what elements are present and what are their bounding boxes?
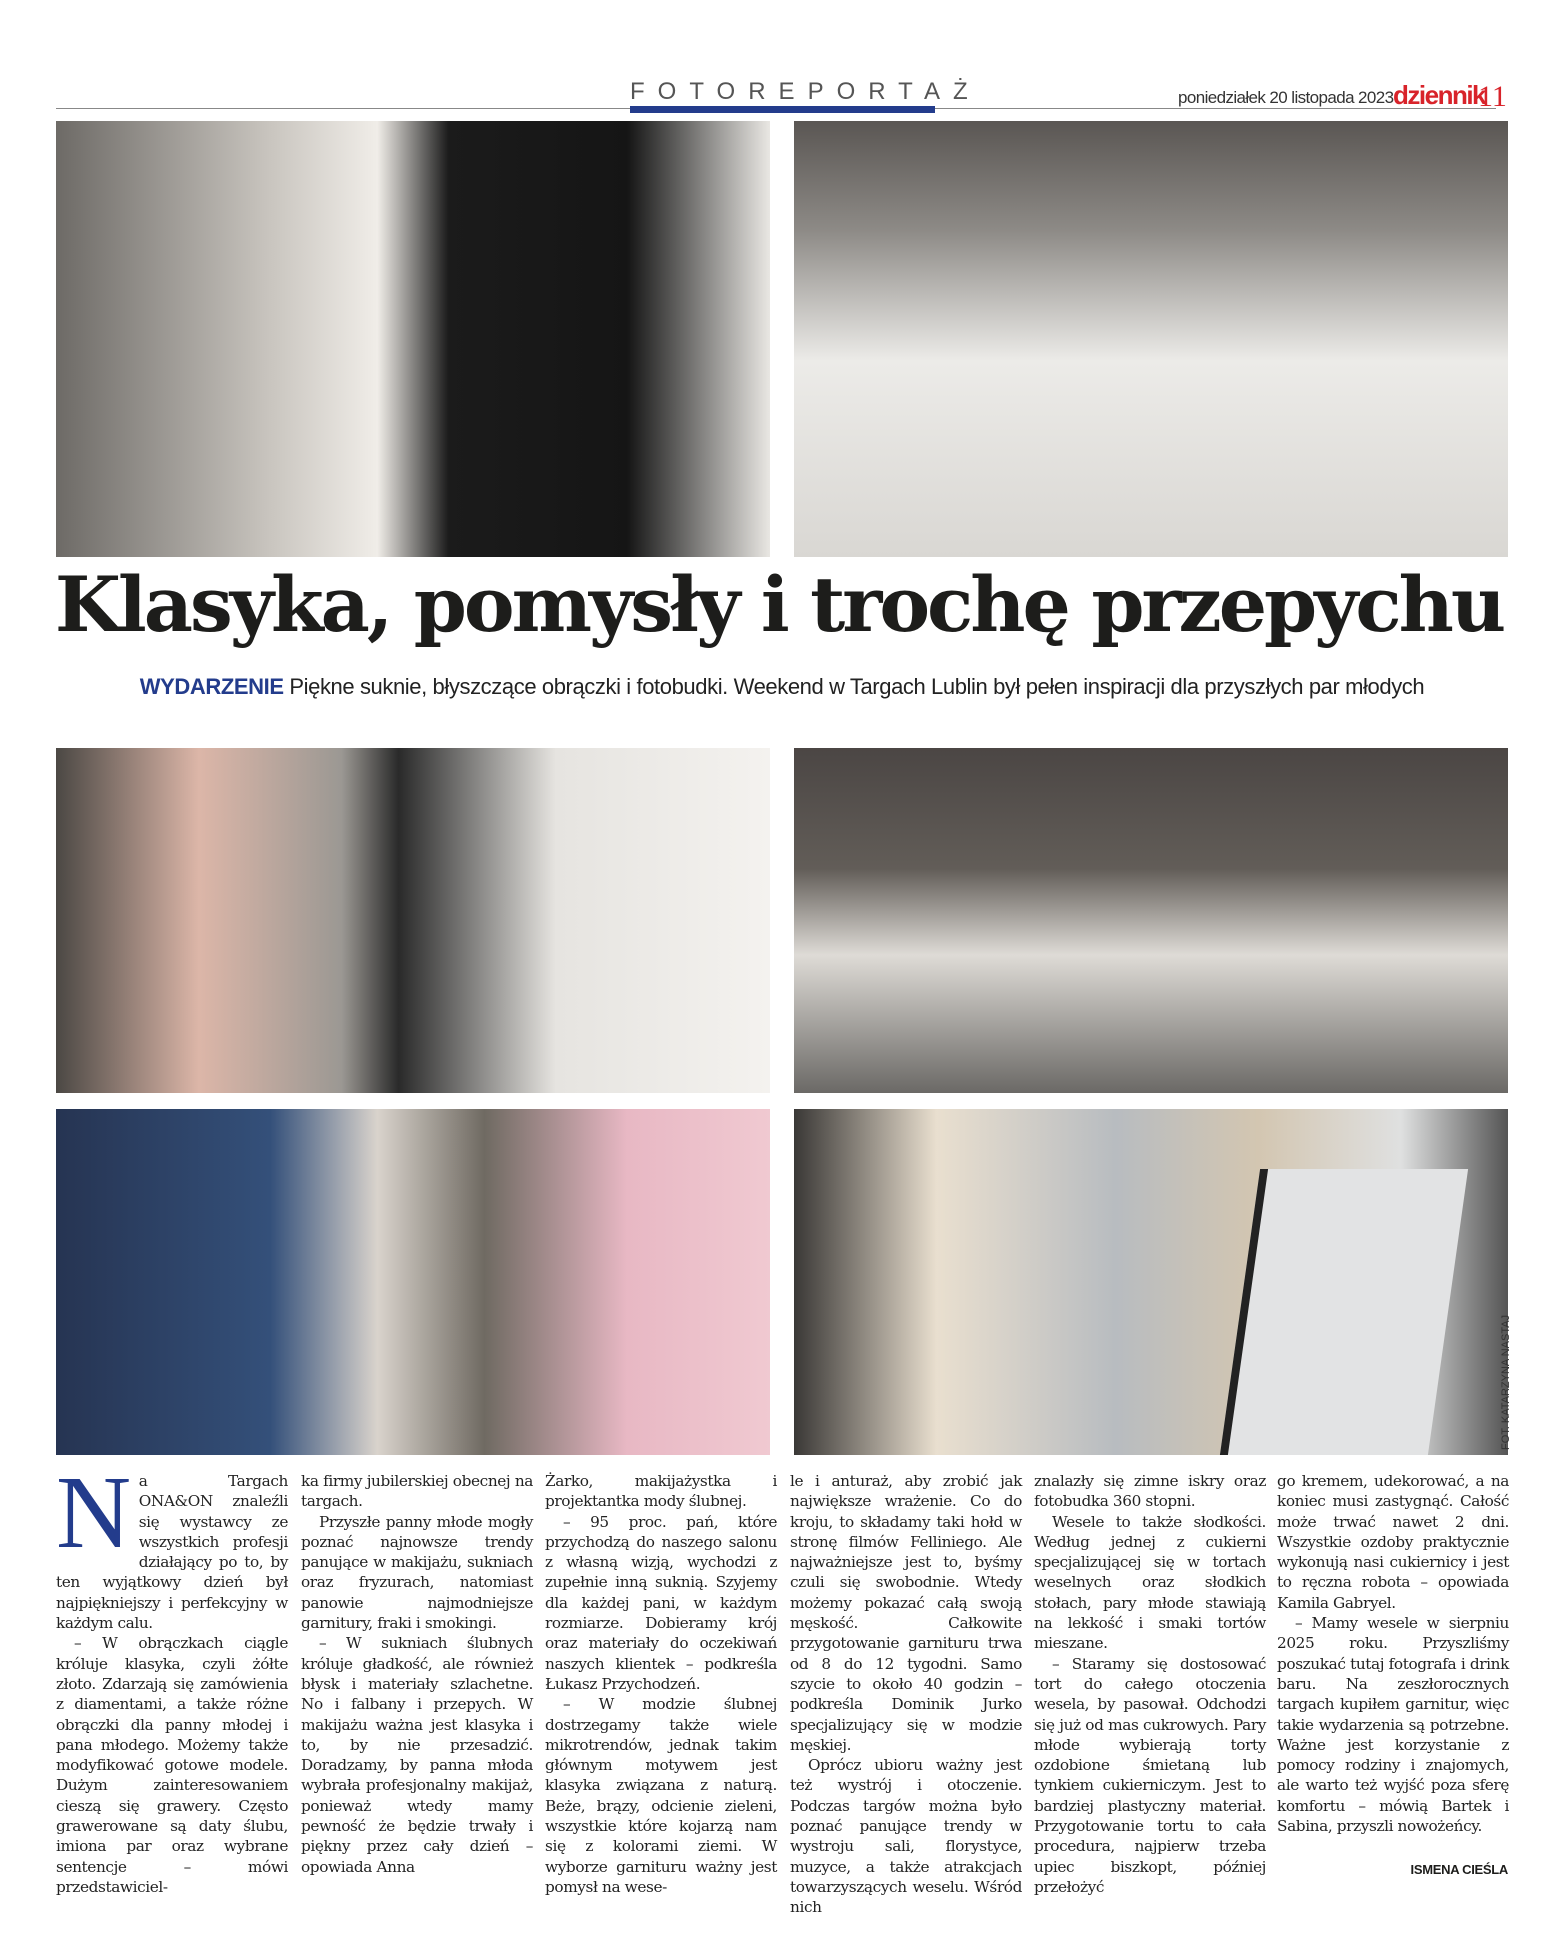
article-paragraph (301, 1633, 533, 1877)
article-column (545, 1471, 777, 1897)
article-paragraph (301, 1512, 533, 1634)
paragraph-text: – Mamy wesele w sierpniu 2025 roku. Przyszliśmy poszukać tutaj fotografa i drink baru. Na zeszłorocznych targach kupiłem garnitur, więc takie wydarzenia są potrzebne. Ważne jest korzystanie z pomocy rodziny i znajomych, ale warto też wyjść poza sferę komfortu – mówią Bartek i Sabina, przyszli nowożeńcy. (1277, 1614, 1509, 1836)
article-paragraph (1034, 1654, 1266, 1898)
paragraph-text: Oprócz ubioru ważny jest też wystrój i otoczenie. Podczas targów można było poznać panujące trendy w wystroju sali, florystyce, muzyce, a także atrakcjach towarzyszących weselu. Wśród nich (790, 1756, 1022, 1917)
article-paragraph (301, 1471, 533, 1512)
article-paragraph (790, 1755, 1022, 1917)
photo-couple-browsing (56, 1109, 770, 1455)
article-paragraph (1277, 1471, 1509, 1613)
paragraph-text: – W sukniach ślubnych króluje gładkość, ale również błysk i materiały szlachetne. No i falbany i przepych. W makijażu ważna jest klasyka i to, by nie przesadzić. Doradzamy, by panna młoda wybrała profesjonalny makijaż, ponieważ wtedy mamy pewność że będzie trwały i piękny przez cały dzień – opowiada Anna (301, 1634, 533, 1876)
photo-designer-stand (56, 121, 770, 557)
paragraph-text: go kremem, udekorować, a na koniec musi zastygnąć. Całość może trwać nawet 2 dni. Wszystkie ozdoby praktycznie wykonują nasi cukiernicy i jest to ręczna robota – opowiada Kamila Gabryel. (1277, 1472, 1509, 1612)
paragraph-text: a Targach ONA&ON znaleźli się wystawcy ze wszystkich profesji działający po to, by ten wyjątkowy dzień był najpiękniejszy i perfekcyjny w każdym calu. (56, 1472, 288, 1633)
section-accent-bar (630, 106, 935, 113)
article-paragraph (1034, 1512, 1266, 1654)
paragraph-text: le i anturaż, aby zrobić jak największe wrażenie. Co do kroju, to składamy taki hołd w stronę filmów Felliniego. Ale najważniejsze jest to, byśmy czuli się swobodnie. Wtedy możemy pokazać całą swoją męskość. Całkowite przygotowanie garnituru trwa od 8 do 12 tygodni. Samo szycie to około 40 godzin – podkreśla Dominik Jurko specjalizujący się w modzie męskiej. (790, 1472, 1022, 1754)
article-paragraph (790, 1471, 1022, 1755)
photo-wedding-dresses-display (794, 121, 1508, 557)
photo-visitors-at-dresses (56, 748, 770, 1093)
article-column (56, 1455, 288, 1897)
deck-label: WYDARZENIE (139, 674, 284, 699)
paragraph-text: – W modzie ślubnej dostrzegamy także wiele mikrotrendów, jednak takim głównym motywem jest klasyka związana z naturą. Beże, brązy, odcienie zieleni, wszystkie które kojarzą nam się z kolorami ziemi. W wyborze garnituru ważny jest pomysł na wese- (545, 1695, 777, 1896)
paragraph-text: – Staramy się dostosować tort do całego otoczenia wesela, by pasował. Odchodzi się już od mas cukrowych. Pary młode wybierają torty ozdobione śmietaną lub tynkiem cukierniczym. Jest to bardziej plastyczny materiał. Przygotowanie tortu to cała procedura, najpierw trzeba upiec biszkopt, później przełożyć (1034, 1654, 1266, 1896)
article-paragraph (1034, 1471, 1266, 1512)
paragraph-text: ka firmy jubilerskiej obecnej na targach. (301, 1472, 533, 1511)
byline: ISMENA CIEŚLA (1410, 1862, 1508, 1877)
paragraph-text: Żarko, makijażystka i projektantka mody ślubnej. (545, 1472, 777, 1511)
article-paragraph (1277, 1613, 1509, 1836)
paragraph-text: Przyszłe panny młode mogły poznać najnowsze trendy panujące w makijażu, sukniach oraz fryzurach, natomiast panowie najmodniejsze garnitury, fraki i smokingi. (301, 1512, 533, 1633)
paragraph-text: – W obrączkach ciągle króluje klasyka, czyli żółte złoto. Zdarzają się zamówienia z diamentami, a także różne obrączki dla panny młodej i pana młodego. Możemy także modyfikować gotowe modele. Dużym zainteresowaniem cieszą się grawery. Często grawerowane są daty ślubu, imiona par oraz wybrane sentencje – mówi przedstawiciel- (56, 1634, 288, 1896)
article-paragraph (545, 1471, 777, 1512)
article-paragraph (545, 1512, 777, 1695)
section-title: FOTOREPORTAŻ (630, 78, 981, 105)
photo-credit: FOT. KATARZYNA NASTAJ (1500, 1314, 1512, 1450)
article-column (1034, 1471, 1266, 1897)
paragraph-text: – 95 proc. pań, które przychodzą do naszego salonu z własną wizją, wychodzi z zupełnie inną suknią. Szyjemy dla każdej pani, w każdym rozmiarze. Dobieramy krój oraz materiały do oczekiwań naszych klientek – podkreśla Łukasz Przychodzeń. (545, 1512, 777, 1693)
deck-text: Piękne suknie, błyszczące obrączki i fotobudki. Weekend w Targach Lublin był pełen inspiracji dla przyszłych par młodych (289, 674, 1425, 699)
article-paragraph (56, 1633, 288, 1897)
article-paragraph (545, 1694, 777, 1897)
drop-cap: N (56, 1455, 131, 1570)
photo-gold-mannequins-stand (794, 748, 1508, 1093)
issue-date: poniedziałek 20 listopada 2023 (1178, 88, 1394, 107)
paragraph-text: znalazły się zimne iskry oraz fotobudka 360 stopni. (1034, 1472, 1266, 1511)
article-column (301, 1471, 533, 1877)
easel-board (1220, 1169, 1468, 1455)
paragraph-text: Wesele to także słodkości. Według jednej z cukierni specjalizującej się w tortach weselnych oraz słodkich stołach, pary młode stawiają na lekkość i smaki tortów mieszane. (1034, 1512, 1266, 1653)
article-paragraph (56, 1455, 288, 1633)
deck (56, 673, 1508, 700)
article-column (790, 1471, 1022, 1918)
photo-three-women (794, 1109, 1508, 1455)
page-number: 11 (1478, 80, 1507, 113)
article-column (1277, 1471, 1509, 1836)
headline: Klasyka, pomysły i trochę przepychu (54, 560, 1504, 649)
newspaper-logo: dziennik (1393, 80, 1486, 110)
